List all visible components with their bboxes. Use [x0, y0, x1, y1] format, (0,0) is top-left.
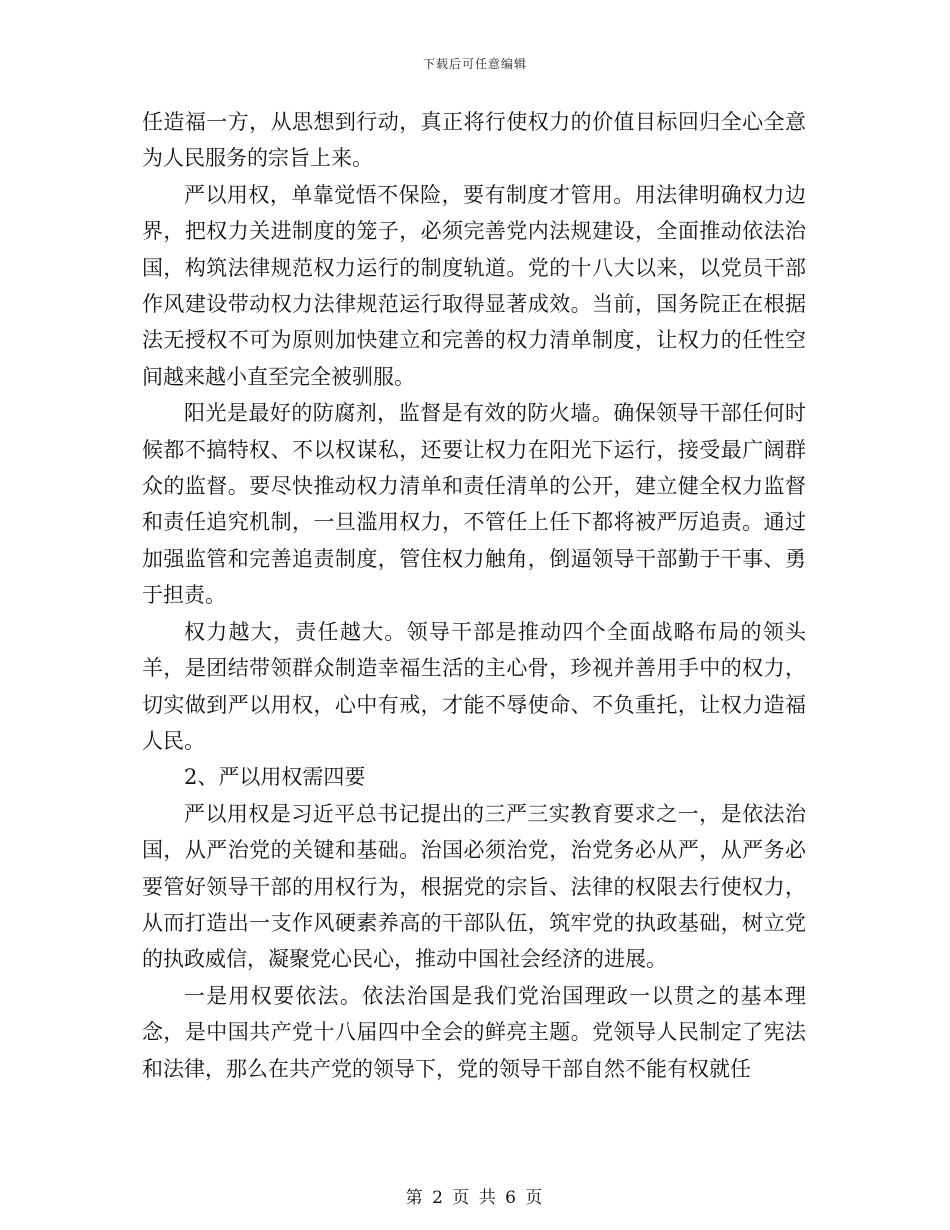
- paragraph: 严以用权，单靠觉悟不保险，要有制度才管用。用法律明确权力边界，把权力关进制度的笼子，必须完善党内法规建设，全面推动依法治国，构筑法律规范权力运行的制度轨道。党的十八大以来，以党员干部作风建设带动权力法律规范运行取得显著成效。当前，国务院正在根据法无授权不可为原则加快建立和完善的权力清单制度，让权力的任性空间越来越小直至完全被驯服。: [142, 182, 806, 389]
- page-number-footer: 第 2 页 共 6 页: [405, 1188, 545, 1208]
- document-body: [142, 104, 806, 1087]
- header-note: 下载后可任意编辑: [422, 57, 527, 71]
- paragraph: 严以用权是习近平总书记提出的三严三实教育要求之一，是依法治国，从严治党的关键和基础。治国必须治党，治党务必从严，从严务必要管好领导干部的用权行为，根据党的宗旨、法律的权限去行使权力，从而打造出一支作风硬素养高的干部队伍，筑牢党的执政基础，树立党的执政威信，凝聚党心民心，推动中国社会经济的进展。: [142, 801, 806, 972]
- paragraph: 权力越大，责任越大。领导干部是推动四个全面战略布局的领头羊，是团结带领群众制造幸福生活的主心骨，珍视并善用手中的权力，切实做到严以用权，心中有戒，才能不辱使命、不负重托，让权力造福人民。: [142, 619, 806, 753]
- paragraph: 阳光是最好的防腐剂，监督是有效的防火墙。确保领导干部任何时候都不搞特权、不以权谋私，还要让权力在阳光下运行，接受最广阔群众的监督。要尽快推动权力清单和责任清单的公开，建立健全权力监督和责任追究机制，一旦滥用权力，不管任上任下都将被严厉追责。通过加强监管和完善追责制度，管住权力触角，倒逼领导干部勤于干事、勇于担责。: [142, 401, 806, 608]
- section-heading: 2、严以用权需四要: [184, 765, 366, 790]
- paragraph: 一是用权要依法。依法治国是我们党治国理政一以贯之的基本理念，是中国共产党十八届四中全会的鲜亮主题。党领导人民制定了宪法和法律，那么在共产党的领导下，党的领导干部自然不能有权就任: [142, 983, 806, 1081]
- paragraph-continued: 任造福一方，从思想到行动，真正将行使权力的价值目标回归全心全意为人民服务的宗旨上来。: [142, 110, 806, 171]
